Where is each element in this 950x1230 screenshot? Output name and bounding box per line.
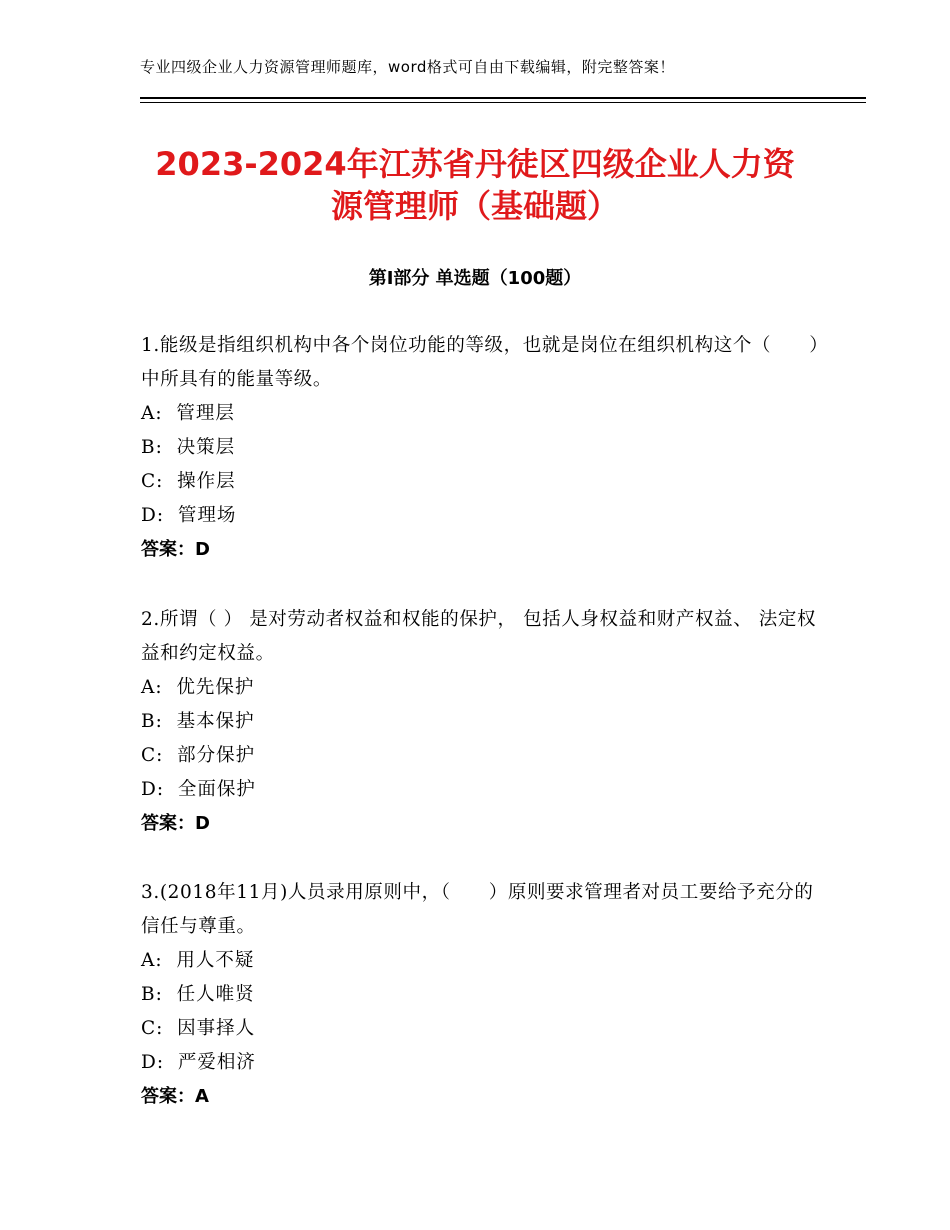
option-d: D: 严爱相济 [141,1052,256,1073]
question-2 [141,603,821,841]
option-a: A: 优先保护 [141,677,255,698]
option-a: A: 用人不疑 [141,950,255,971]
option-a: A: 管理层 [141,403,235,424]
option-d: D: 管理场 [141,505,237,526]
option-c: C: 因事择人 [141,1018,256,1039]
option-b: B: 决策层 [141,437,236,458]
option-b: B: 基本保护 [141,711,255,732]
title-line-1: 2023-2024年江苏省丹徒区四级企业人力资 [155,145,795,183]
question-1 [141,329,821,567]
section-title: 第Ⅰ部分 单选题（100题） [368,268,582,289]
question-3 [141,876,821,1114]
document-title [120,143,830,227]
question-text: 1.能级是指组织机构中各个岗位功能的等级，也就是岗位在组织机构这个（ ）中所具有的能量等级。 [141,335,820,390]
question-text: 2.所谓（ ） 是对劳动者权益和权能的保护， 包括人身权益和财产权益、 法定权益和约定权益。 [141,609,817,664]
option-b: B: 任人唯贤 [141,984,255,1005]
option-c: C: 操作层 [141,471,236,492]
question-text: 3.(2018年11月)人员录用原则中，（ ）原则要求管理者对员工要给予充分的信任与尊重。 [141,882,814,937]
title-line-2: 源管理师（基础题） [330,187,619,225]
option-c: C: 部分保护 [141,745,256,766]
option-d: D: 全面保护 [141,779,256,800]
answer-label: 答案：D [141,813,210,834]
header-rule-thick [140,97,866,99]
answer-label: 答案：A [141,1086,209,1107]
answer-label: 答案：D [141,539,210,560]
header-rule-thin [140,102,866,103]
header-note: 专业四级企业人力资源管理师题库，word格式可自由下载编辑，附完整答案！ [140,58,675,76]
